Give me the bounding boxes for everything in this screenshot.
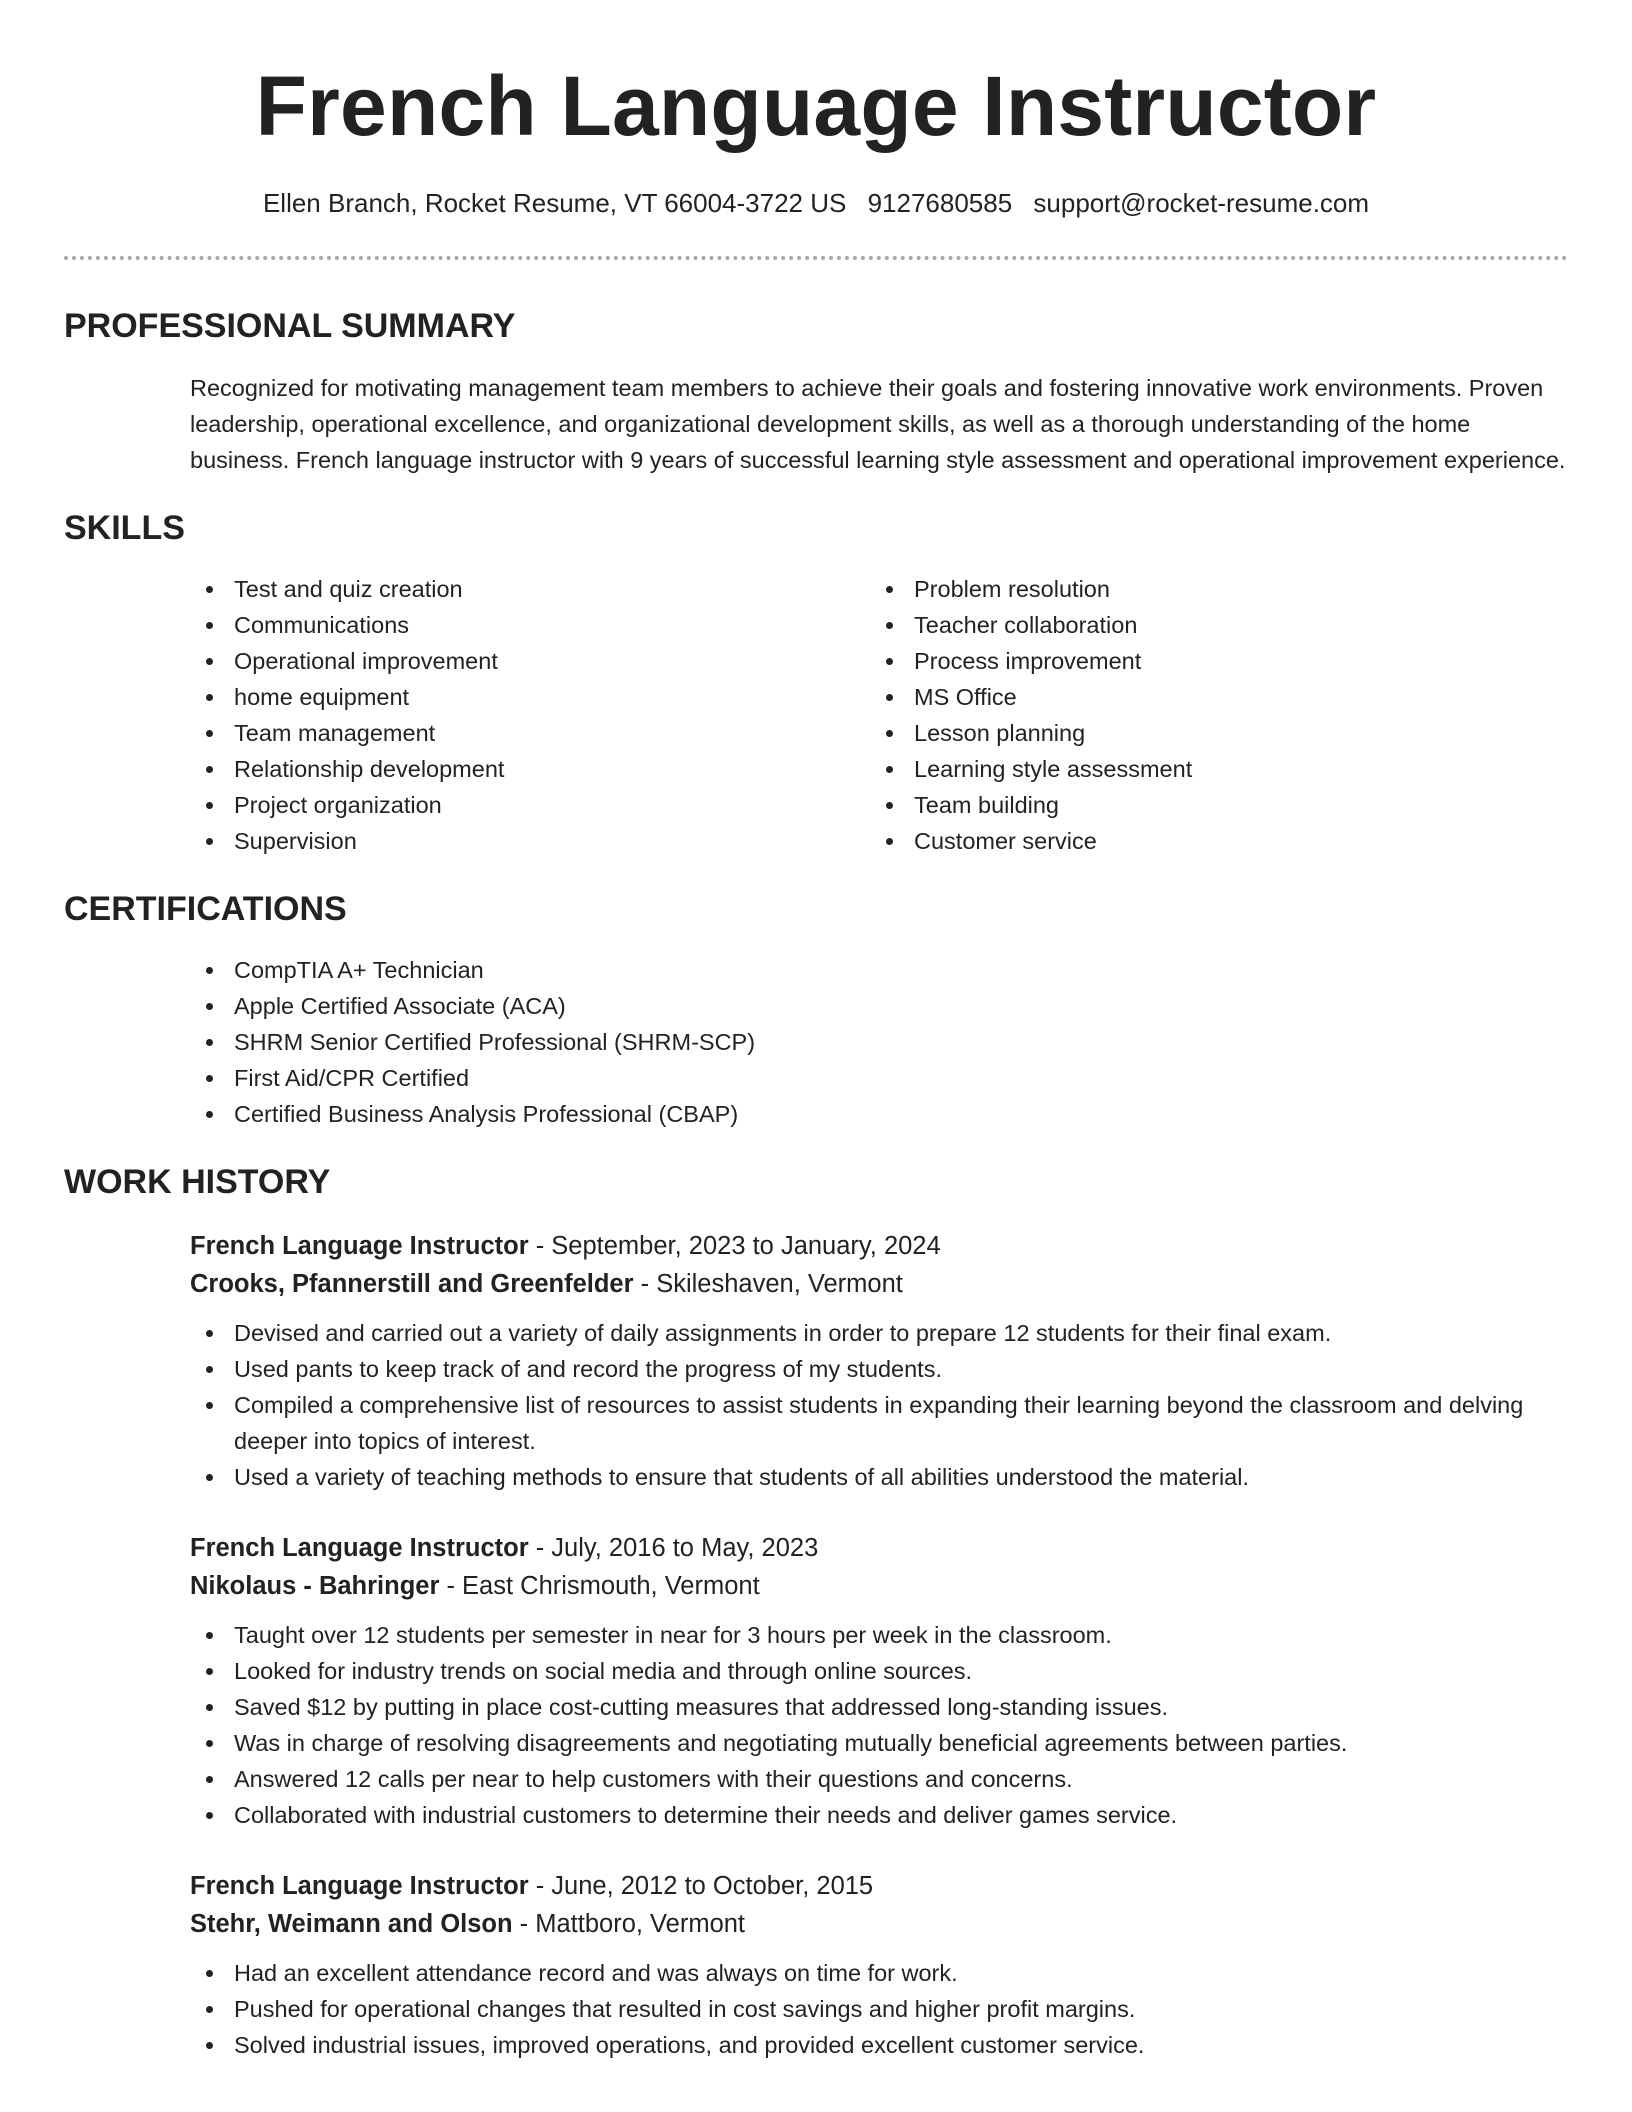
skill-item: Lesson planning	[870, 715, 1550, 751]
job-bullets	[190, 1315, 1568, 1495]
job-bullet: Saved $12 by putting in place cost-cutting measures that addressed long-standing issues.	[190, 1689, 1568, 1725]
contact-phone: 9127680585	[867, 188, 1013, 218]
skills-grid	[190, 571, 1568, 859]
certification-item: Apple Certified Associate (ACA)	[190, 988, 1568, 1024]
certifications-heading: CERTIFICATIONS	[64, 890, 347, 928]
certification-item: SHRM Senior Certified Professional (SHRM-SCP)	[190, 1024, 1568, 1060]
job-bullet: Taught over 12 students per semester in near for 3 hours per week in the classroom.	[190, 1617, 1568, 1653]
job-title-line	[190, 1529, 1568, 1567]
skill-item: Project organization	[190, 787, 870, 823]
job-bullet: Looked for industry trends on social media and through online sources.	[190, 1653, 1568, 1689]
skill-item: Problem resolution	[870, 571, 1550, 607]
skills-heading: SKILLS	[64, 509, 185, 547]
job-company-line	[190, 1905, 1568, 1943]
skill-item: Operational improvement	[190, 643, 870, 679]
resume-title: French Language Instructor	[255, 59, 1377, 153]
contact-address: Ellen Branch, Rocket Resume, VT 66004-3722 US	[262, 188, 847, 218]
job-location: - Mattboro, Vermont	[512, 1910, 746, 1938]
job-location: - East Chrismouth, Vermont	[439, 1572, 760, 1600]
skill-item: Communications	[190, 607, 870, 643]
header-divider	[64, 256, 1568, 260]
skill-item: home equipment	[190, 679, 870, 715]
job-title-line	[190, 1227, 1568, 1265]
skill-item: MS Office	[870, 679, 1550, 715]
skills-left-column	[190, 571, 870, 859]
job-dates: - September, 2023 to January, 2024	[528, 1232, 941, 1260]
certification-item: Certified Business Analysis Professional (CBAP)	[190, 1096, 1568, 1132]
job-bullets	[190, 1955, 1568, 2063]
job-bullet: Pushed for operational changes that resulted in cost savings and higher profit margins.	[190, 1991, 1568, 2027]
skills-right-column	[870, 571, 1550, 859]
contact-line	[64, 186, 1568, 220]
job-bullet: Devised and carried out a variety of daily assignments in order to prepare 12 students for their final exam.	[190, 1315, 1568, 1351]
job-entry	[190, 1529, 1568, 1833]
job-location: - Skileshaven, Vermont	[633, 1270, 903, 1298]
job-company-line	[190, 1265, 1568, 1303]
job-bullet: Answered 12 calls per near to help customers with their questions and concerns.	[190, 1761, 1568, 1797]
job-bullet: Collaborated with industrial customers to determine their needs and deliver games service.	[190, 1797, 1568, 1833]
job-title: French Language Instructor	[190, 1872, 529, 1900]
work-history-heading: WORK HISTORY	[64, 1163, 331, 1201]
job-company: Crooks, Pfannerstill and Greenfelder	[190, 1270, 634, 1298]
job-bullet: Compiled a comprehensive list of resources to assist students in expanding their learning beyond the classroom and delving deeper into topics of interest.	[190, 1387, 1568, 1459]
summary-heading: PROFESSIONAL SUMMARY	[64, 307, 516, 345]
job-company: Nikolaus - Bahringer	[190, 1572, 440, 1600]
job-bullet: Used pants to keep track of and record the progress of my students.	[190, 1351, 1568, 1387]
job-dates: - June, 2012 to October, 2015	[528, 1872, 874, 1900]
job-title: French Language Instructor	[190, 1534, 529, 1562]
job-bullets	[190, 1617, 1568, 1833]
skill-item: Supervision	[190, 823, 870, 859]
job-bullet: Used a variety of teaching methods to ensure that students of all abilities understood the material.	[190, 1459, 1568, 1495]
certifications-list	[190, 952, 1568, 1132]
certification-item: First Aid/CPR Certified	[190, 1060, 1568, 1096]
job-bullet: Had an excellent attendance record and was always on time for work.	[190, 1955, 1568, 1991]
job-bullet: Was in charge of resolving disagreements and negotiating mutually beneficial agreements between parties.	[190, 1725, 1568, 1761]
skill-item: Team management	[190, 715, 870, 751]
job-company: Stehr, Weimann and Olson	[190, 1910, 513, 1938]
job-title-line	[190, 1867, 1568, 1905]
job-company-line	[190, 1567, 1568, 1605]
certification-item: CompTIA A+ Technician	[190, 952, 1568, 988]
skill-item: Process improvement	[870, 643, 1550, 679]
job-entry	[190, 1227, 1568, 1495]
contact-email: support@rocket-resume.com	[1033, 188, 1370, 218]
skill-item: Test and quiz creation	[190, 571, 870, 607]
skill-item: Relationship development	[190, 751, 870, 787]
skill-item: Team building	[870, 787, 1550, 823]
summary-text: Recognized for motivating management team members to achieve their goals and fostering innovative work environments. Proven leadership, operational excellence, and organizational development skills, as well as a thorough understanding of the home business. French language instructor with 9 years of successful learning style assessment and operational improvement experience.	[190, 375, 1566, 473]
skill-item: Customer service	[870, 823, 1550, 859]
job-bullet: Solved industrial issues, improved operations, and provided excellent customer service.	[190, 2027, 1568, 2063]
resume-page	[64, 0, 1568, 2063]
skill-item: Teacher collaboration	[870, 607, 1550, 643]
job-dates: - July, 2016 to May, 2023	[528, 1534, 819, 1562]
job-title: French Language Instructor	[190, 1232, 529, 1260]
skill-item: Learning style assessment	[870, 751, 1550, 787]
job-entry	[190, 1867, 1568, 2063]
